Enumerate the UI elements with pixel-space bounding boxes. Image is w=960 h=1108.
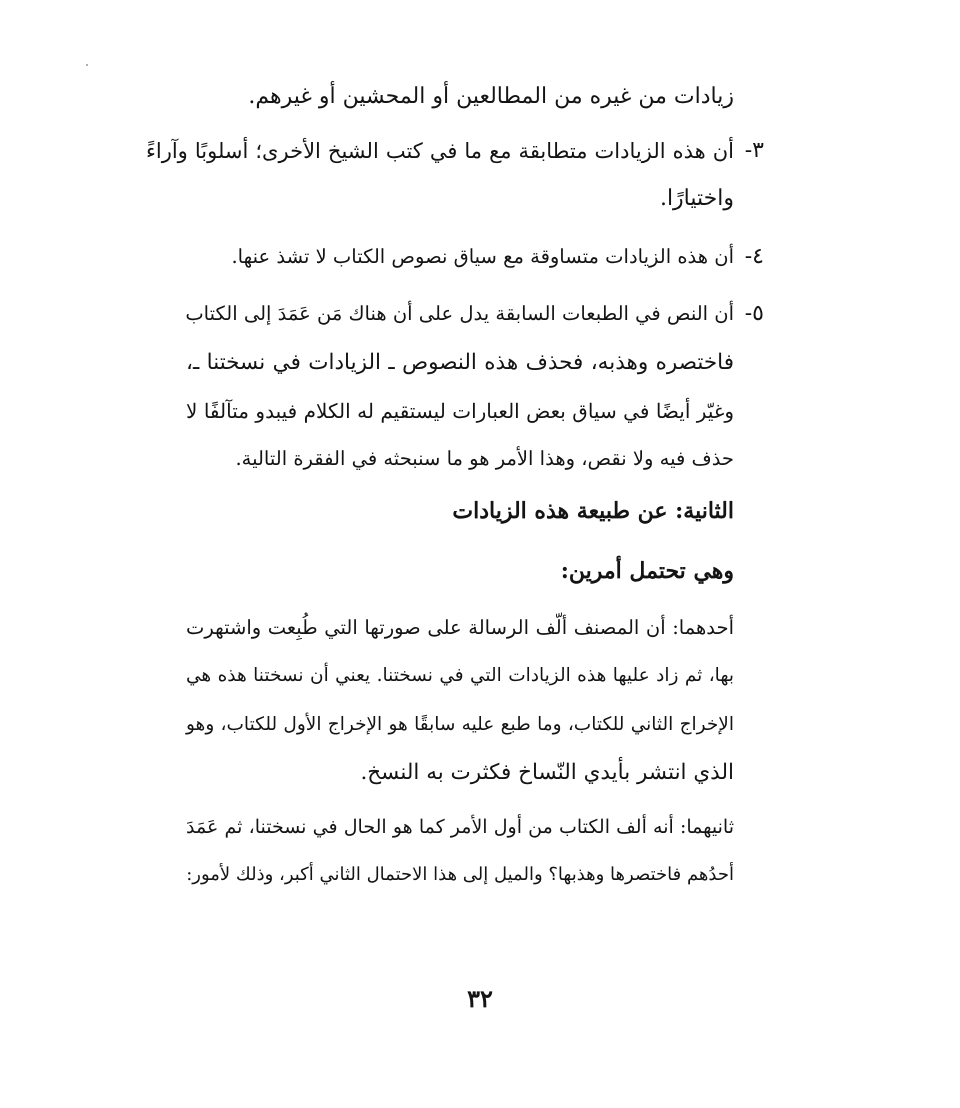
text-line: أن النص في الطبعات السابقة يدل على أن هناك مَن عَمَدَ إلى الكتاب — [185, 302, 734, 325]
text-line: فاختصره وهذبه، فحذف هذه النصوص ـ الزيادات في نسختنا ـ، — [186, 350, 734, 375]
text-line: الإخراج الثاني للكتاب، وما طبع عليه سابقًا هو الإخراج الأول للكتاب، وهو — [186, 714, 734, 735]
text-line: أن هذه الزيادات متساوقة مع سياق نصوص الكتاب لا تشذ عنها. — [231, 245, 734, 268]
list-number: ٣- — [744, 138, 764, 163]
text-line: بها، ثم زاد عليها هذه الزيادات التي في نسختنا. يعني أن نسختنا هذه هي — [186, 665, 734, 686]
text-line: حذف فيه ولا نقص، وهذا الأمر هو ما سنبحثه في الفقرة التالية. — [235, 447, 734, 470]
scan-speck — [86, 64, 88, 66]
list-number: ٥- — [744, 301, 764, 326]
section-heading: الثانية: عن طبيعة هذه الزيادات — [452, 498, 734, 524]
text-line: ثانيهما: أنه ألف الكتاب من أول الأمر كما هو الحال في نسختنا، ثم عَمَدَ — [186, 816, 734, 838]
list-number: ٤- — [744, 244, 764, 269]
text-line: وغيّر أيضًا في سياق بعض العبارات ليستقيم له الكلام فيبدو متآلفًا لا — [186, 399, 734, 423]
text-line: الذي انتشر بأيدي النّساخ فكثرت به النسخ. — [360, 760, 734, 785]
subheading: وهي تحتمل أمرين: — [560, 558, 734, 584]
page-number: ٣٢ — [467, 984, 493, 1013]
text-line: زيادات من غيره من المطالعين أو المحشين أو غيرهم. — [248, 84, 734, 109]
text-line: أحدهما: أن المصنف ألّف الرسالة على صورتها التي طُبِعت واشتهرت — [186, 616, 734, 639]
text-line: واختيارًا. — [659, 186, 734, 211]
text-line: أن هذه الزيادات متطابقة مع ما في كتب الشيخ الأخرى؛ أسلوبًا وآراءً — [146, 139, 734, 163]
text-line: أحدُهم فاختصرها وهذبها؟ والميل إلى هذا الاحتمال الثاني أكبر، وذلك لأمور: — [186, 864, 734, 885]
